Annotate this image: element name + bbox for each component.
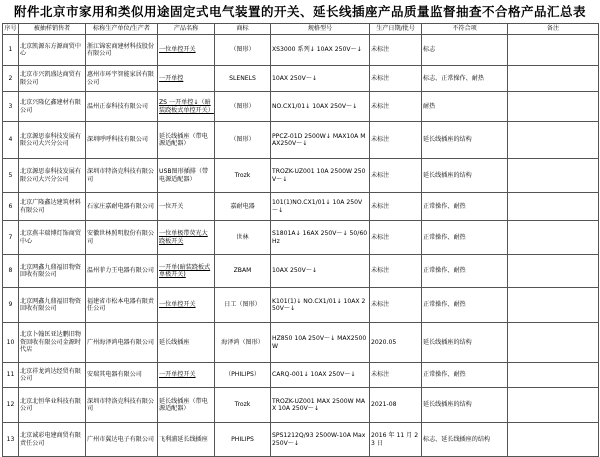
cell-fail: 延长线插座的结构 bbox=[422, 323, 508, 363]
cell-brand: 海泽鸿（图形） bbox=[215, 323, 271, 363]
cell-seller: 北京源思泰科技发展有限公司大兴分公司 bbox=[19, 159, 86, 193]
cell-date: 未标注 bbox=[370, 92, 422, 122]
cell-seller: 北京市兴凯盛达商贸有限公司 bbox=[19, 66, 86, 92]
cell-model: 10AX 250V～↓ bbox=[271, 255, 370, 288]
cell-producer: 安瑞其电器有限公司 bbox=[86, 363, 158, 388]
cell-model: SPS1212Q/93 2500W-10A Max 250V～↓ bbox=[271, 423, 370, 457]
cell-producer: 深圳市特洛克科技有限公司 bbox=[86, 159, 158, 193]
cell-fail: 延长线插座的结构 bbox=[422, 122, 508, 159]
cell-product: 延长线插座（带电源适配器） bbox=[158, 122, 215, 159]
cell-producer: 广州市翼达电子有限公司 bbox=[86, 423, 158, 457]
cell-date: 未标注 bbox=[370, 66, 422, 92]
cell-brand: Trozk bbox=[215, 159, 271, 193]
cell-product: 一开单(暗装跷板式单极开关) bbox=[158, 255, 215, 288]
cell-model: TROZK-UZ001 MAX 2500W MAX 10A 250V～↓ bbox=[271, 388, 370, 423]
cell-fail: 标志 bbox=[422, 35, 508, 66]
cell-model: TROZK-UZ001 10A 2500W 250V～↓ bbox=[271, 159, 370, 193]
cell-product: 一开单控开关 bbox=[158, 363, 215, 388]
cell-no: 5 bbox=[3, 159, 19, 193]
cell-note bbox=[508, 66, 599, 92]
cell-note bbox=[508, 363, 599, 388]
cell-date: 未标注 bbox=[370, 159, 422, 193]
cell-note bbox=[508, 159, 599, 193]
cell-product: 延长线插座（带电源适配器） bbox=[158, 388, 215, 423]
cell-date: 2016 年 11 月 23 日 bbox=[370, 423, 422, 457]
cell-seller: 北京诚彩电建商贸有限责任公司 bbox=[19, 423, 86, 457]
header-model: 规格型号 bbox=[271, 24, 370, 35]
cell-producer: 温州菲力王电器有限公司 bbox=[86, 255, 158, 288]
cell-product: 一位单控开关 bbox=[158, 35, 215, 66]
table-row bbox=[3, 66, 599, 92]
table-row bbox=[3, 122, 599, 159]
table-row bbox=[3, 193, 599, 221]
cell-model: NO.CX1/01↓ 10AX 250V～↓ bbox=[271, 92, 370, 122]
cell-fail: 耐热 bbox=[422, 92, 508, 122]
cell-brand: （PHILIPS） bbox=[215, 363, 271, 388]
cell-no: 1 bbox=[3, 35, 19, 66]
cell-note bbox=[508, 423, 599, 457]
cell-seller: 北京广隆鑫达建筑材料有限公司 bbox=[19, 193, 86, 221]
cell-fail: 正常操作、耐热 bbox=[422, 288, 508, 323]
cell-brand: （图形） bbox=[215, 92, 271, 122]
cell-seller: 北京北恒华业科技有限公司 bbox=[19, 388, 86, 423]
table-row bbox=[3, 92, 599, 122]
cell-fail: 正常操作、耐热 bbox=[422, 363, 508, 388]
cell-brand: 世林 bbox=[215, 221, 271, 255]
cell-no: 3 bbox=[3, 92, 19, 122]
cell-producer: 浙江锦宏商建材科技股份有限公司 bbox=[86, 35, 158, 66]
cell-note bbox=[508, 323, 599, 363]
header-brand: 商标 bbox=[215, 24, 271, 35]
cell-producer: 惠州市环宇智能家居有限公司 bbox=[86, 66, 158, 92]
cell-date: 2020.05 bbox=[370, 323, 422, 363]
cell-producer: 广州海泽鸿电器有限公司 bbox=[86, 323, 158, 363]
cell-product: 飞利浦延长线插座 bbox=[158, 423, 215, 457]
cell-fail: 标志、正常操作、耐热 bbox=[422, 66, 508, 92]
table-row bbox=[3, 35, 599, 66]
cell-product: 延长线插座 bbox=[158, 323, 215, 363]
header-date: 生产日期/批号 bbox=[370, 24, 422, 35]
cell-fail: 正常操作、耐热 bbox=[422, 255, 508, 288]
cell-date: 未标注 bbox=[370, 35, 422, 66]
cell-model: PPCZ-01D 2500W↓ MAX10A MAX250V～↓ bbox=[271, 122, 370, 159]
table-row bbox=[3, 221, 599, 255]
cell-brand: （图形） bbox=[215, 35, 271, 66]
cell-model: CARQ-001↓ 10AX 250V～↓ bbox=[271, 363, 370, 388]
cell-date: 未标注 bbox=[370, 122, 422, 159]
cell-date: 未标注 bbox=[370, 288, 422, 323]
header-note: 备注 bbox=[508, 24, 599, 35]
cell-fail: 延长线插座的结构 bbox=[422, 159, 508, 193]
cell-producer: 石家庄嘉耐电器有限公司 bbox=[86, 193, 158, 221]
cell-brand: SLENELS bbox=[215, 66, 271, 92]
table-row bbox=[3, 288, 599, 323]
cell-note bbox=[508, 35, 599, 66]
results-table bbox=[2, 23, 599, 457]
header-fail: 不符合项 bbox=[422, 24, 508, 35]
cell-date: 未标注 bbox=[370, 255, 422, 288]
cell-seller: 北京兴隆亿鑫建材有限公司 bbox=[19, 92, 86, 122]
cell-producer: 安徽世林照明股份有限公司 bbox=[86, 221, 158, 255]
cell-seller: 北京祥龙鸿达经贸有限公司 bbox=[19, 363, 86, 388]
cell-note bbox=[508, 92, 599, 122]
header-seller: 被抽样销售者 bbox=[19, 24, 86, 35]
cell-brand: ZBAM bbox=[215, 255, 271, 288]
cell-note bbox=[508, 255, 599, 288]
cell-product: 一位单控开关 bbox=[158, 288, 215, 323]
table-row bbox=[3, 255, 599, 288]
cell-producer: 福建省市松本电器有限责任公司 bbox=[86, 288, 158, 323]
table-row bbox=[3, 423, 599, 457]
cell-date: 未标注 bbox=[370, 193, 422, 221]
cell-seller: 北京燕丰瑞博灯饰商贸中心 bbox=[19, 221, 86, 255]
cell-model: K101(1)↓ NO.CX1/01↓ 10AX 250V～↓ bbox=[271, 288, 370, 323]
cell-note bbox=[508, 193, 599, 221]
cell-note bbox=[508, 122, 599, 159]
cell-product: 一位单极带荧光大跷板开关 bbox=[158, 221, 215, 255]
cell-brand: PHILIPS bbox=[215, 423, 271, 457]
header-no: 序号 bbox=[3, 24, 19, 35]
cell-no: 10 bbox=[3, 323, 19, 363]
cell-note bbox=[508, 221, 599, 255]
cell-date: 未标注 bbox=[370, 363, 422, 388]
cell-no: 12 bbox=[3, 388, 19, 423]
cell-no: 7 bbox=[3, 221, 19, 255]
cell-no: 4 bbox=[3, 122, 19, 159]
cell-no: 9 bbox=[3, 288, 19, 323]
cell-no: 8 bbox=[3, 255, 19, 288]
cell-fail: 正常操作、耐热 bbox=[422, 221, 508, 255]
cell-seller: 北京网鑫九鼎福旧物资回收有限公司 bbox=[19, 255, 86, 288]
table-row bbox=[3, 159, 599, 193]
table-row bbox=[3, 388, 599, 423]
cell-brand: Trozk bbox=[215, 388, 271, 423]
cell-product: 一开单控 bbox=[158, 66, 215, 92]
cell-note bbox=[508, 288, 599, 323]
cell-seller: 北京源思泰科技发展有限公司大兴分公司 bbox=[19, 122, 86, 159]
cell-brand: 日工（图形） bbox=[215, 288, 271, 323]
cell-no: 2 bbox=[3, 66, 19, 92]
header-producer: 标称生产单位/生产者 bbox=[86, 24, 158, 35]
cell-model: XS3000 系列↓ 10AX 250V～↓ bbox=[271, 35, 370, 66]
header-product: 产品名称 bbox=[158, 24, 215, 35]
cell-model: 101(1)NO.CX1/01↓ 10A 250V～↓ bbox=[271, 193, 370, 221]
cell-seller: 北京卜翰匡亚达鹏旧物资回收有限公司金源时代店 bbox=[19, 323, 86, 363]
cell-product: 一位开关 bbox=[158, 193, 215, 221]
cell-no: 6 bbox=[3, 193, 19, 221]
page-title: 附件北京市家用和类似用途固定式电气装置的开关、延长线插座产品质量监督抽查不合格产品汇总表 bbox=[13, 4, 586, 19]
cell-fail: 标志、延长线插座的结构 bbox=[422, 423, 508, 457]
cell-product: ZS 一开单控↓（暗装跷板式单控开关） bbox=[158, 92, 215, 122]
cell-fail: 延长线插座的结构 bbox=[422, 388, 508, 423]
cell-fail: 正常操作、耐热 bbox=[422, 193, 508, 221]
table-row bbox=[3, 363, 599, 388]
cell-note bbox=[508, 388, 599, 423]
cell-model: HZ850 10A 250V～↓ MAX2500W bbox=[271, 323, 370, 363]
cell-date: 未标注 bbox=[370, 221, 422, 255]
table-row bbox=[3, 323, 599, 363]
cell-producer: 温州正泰科技有限公司 bbox=[86, 92, 158, 122]
cell-model: S1801A↓ 16AX 250V～↓ 50/60Hz bbox=[271, 221, 370, 255]
cell-brand: （图形） bbox=[215, 122, 271, 159]
cell-no: 11 bbox=[3, 363, 19, 388]
cell-seller: 北京网鑫九鼎福旧物资回收有限公司 bbox=[19, 288, 86, 323]
cell-brand: 嘉耐电器 bbox=[215, 193, 271, 221]
cell-producer: 深圳市特洛克科技有限公司 bbox=[86, 388, 158, 423]
cell-seller: 北京凯源东方源商贸中心 bbox=[19, 35, 86, 66]
cell-producer: 深圳呼呼科技有限公司 bbox=[86, 122, 158, 159]
cell-date: 2021-08 bbox=[370, 388, 422, 423]
cell-model: 10AX 250V～↓ bbox=[271, 66, 370, 92]
cell-no: 13 bbox=[3, 423, 19, 457]
header-row bbox=[3, 24, 599, 35]
cell-product: USB图形插排（带电源适配器） bbox=[158, 159, 215, 193]
